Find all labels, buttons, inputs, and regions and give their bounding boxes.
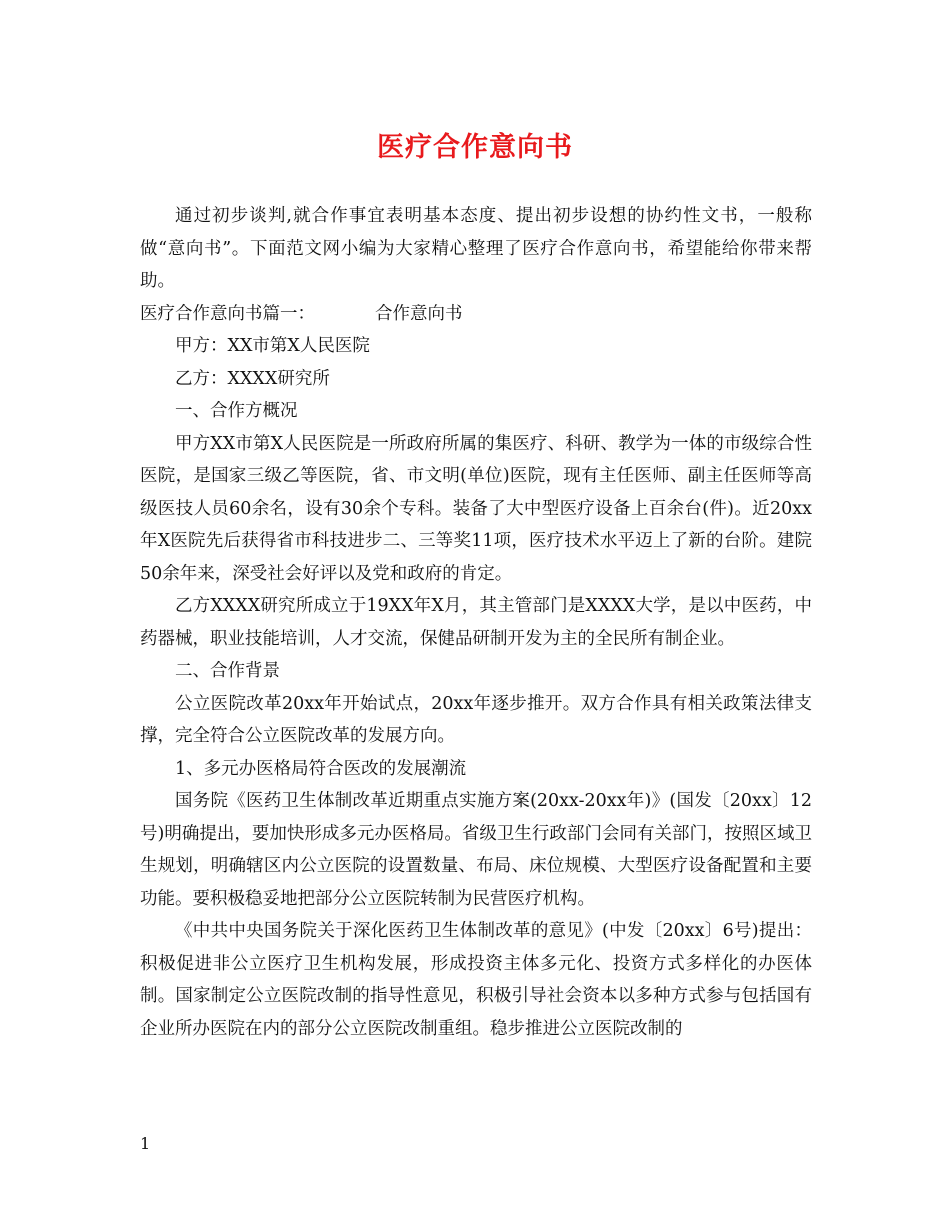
section-heading-left: 医疗合作意向书篇一： (140, 303, 315, 324)
heading-background: 二、合作背景 (175, 661, 280, 681)
page-number: 1 (140, 1134, 151, 1153)
section-heading (140, 298, 812, 331)
party-a-paragraph: 甲方XX市第X人民医院是一所政府所属的集医疗、科研、教学为一体的市级综合性医院，是国家三级乙等医院，省、市文明(单位)医院，现有主任医师、副主任医师等高级医技人员60余名，设有30余个专科。装备了大中型医疗设备上百余台(件)。近20xx年X医院先后获得省市科技进步二、三等奖11项，医疗技术水平迈上了新的台阶。建院50余年来，深受社会好评以及党和政府的肯定。 (140, 433, 812, 584)
state-council-paragraph: 国务院《医药卫生体制改革近期重点实施方案(20xx-20xx年)》(国发〔20xx〕12号)明确提出，要加快形成多元办医格局。省级卫生行政部门会同有关部门，按照区域卫生规划，明确辖区内公立医院的设置数量、布局、床位规模、大型医疗设备配置和主要功能。要积极稳妥地把部分公立医院转制为民营医疗机构。 (140, 791, 812, 909)
heading-multi-provider: 1、多元办医格局符合医改的发展潮流 (175, 758, 467, 779)
intro-paragraph: 通过初步谈判,就合作事宜表明基本态度、提出初步设想的协约性文书，一般称做“意向书”。下面范文网小编为大家精心整理了医疗合作意向书，希望能给你带来帮助。 (140, 206, 812, 291)
document-body (140, 200, 812, 1045)
section-heading-right: 合作意向书 (375, 303, 463, 324)
document-title: 医疗合作意向书 (377, 132, 573, 163)
party-a-line: 甲方：XX市第X人民医院 (175, 336, 370, 356)
heading-parties-overview: 一、合作方概况 (175, 401, 298, 421)
background-paragraph: 公立医院改革20xx年开始试点，20xx年逐步推开。双方合作具有相关政策法律支撑，完全符合公立医院改革的发展方向。 (140, 693, 812, 746)
party-b-paragraph: 乙方XXXX研究所成立于19XX年X月，其主管部门是XXXX大学，是以中医药，中药器械，职业技能培训，人才交流，保健品研制开发为主的全民所有制企业。 (140, 596, 812, 649)
party-b-line: 乙方：XXXX研究所 (175, 368, 330, 389)
cpc-opinion-paragraph: 《中共中央国务院关于深化医药卫生体制改革的意见》(中发〔20xx〕6号)提出：积极促进非公立医疗卫生机构发展，形成投资主体多元化、投资方式多样化的办医体制。国家制定公立医院改制的指导性意见，积极引导社会资本以多种方式参与包括国有企业所办医院在内的部分公立医院改制重组。稳步推进公立医院改制的 (140, 921, 812, 1039)
